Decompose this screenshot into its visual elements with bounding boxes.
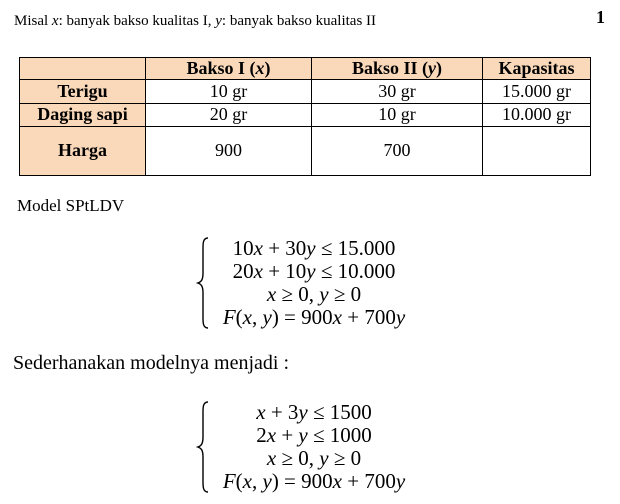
row-label-daging-sapi: Daging sapi — [20, 104, 146, 127]
equation-line-2: 20x + 10y ≤ 10.000 — [232, 259, 396, 283]
table-corner-cell — [20, 58, 146, 80]
model-sptldv-system — [196, 237, 414, 329]
left-brace-icon — [196, 237, 210, 329]
bakso-table — [19, 57, 591, 176]
cell-terigu-kapasitas: 15.000 gr — [483, 80, 591, 104]
cell-harga-kapasitas — [483, 127, 591, 176]
cell-daging-bakso2: 10 gr — [312, 104, 483, 127]
cell-terigu-bakso2: 30 gr — [312, 80, 483, 104]
cell-daging-kapasitas: 10.000 gr — [483, 104, 591, 127]
left-brace-icon — [196, 401, 210, 493]
cell-harga-bakso2: 700 — [312, 127, 483, 176]
equation-line-1: x + 3y ≤ 1500 — [256, 400, 372, 424]
intro-text: Misal x: banyak bakso kualitas I, y: banyak bakso kualitas II — [14, 13, 377, 29]
equation-line-2: 2x + y ≤ 1000 — [256, 423, 372, 447]
table-header-bakso2: Bakso II (y) — [312, 58, 483, 80]
equation-line-1: 10x + 30y ≤ 15.000 — [232, 236, 396, 260]
equation-line-3: x ≥ 0, y ≥ 0 — [266, 282, 362, 306]
table-header-bakso1: Bakso I (x) — [146, 58, 312, 80]
table-header-kapasitas: Kapasitas — [483, 58, 591, 80]
simplified-system — [196, 401, 414, 493]
table-row-terigu — [20, 80, 591, 104]
table-row-harga — [20, 127, 591, 176]
table-header-row — [20, 58, 591, 80]
equation-line-3: x ≥ 0, y ≥ 0 — [266, 446, 362, 470]
equation-line-4: F(x, y) = 900x + 700y — [222, 305, 406, 329]
simplified-equations — [214, 401, 414, 493]
cell-daging-bakso1: 20 gr — [146, 104, 312, 127]
row-label-terigu: Terigu — [20, 80, 146, 104]
model-heading: Model SPtLDV — [17, 196, 125, 215]
page-number: 1 — [596, 7, 605, 27]
model-equations — [214, 237, 414, 329]
cell-terigu-bakso1: 10 gr — [146, 80, 312, 104]
row-label-harga: Harga — [20, 127, 146, 176]
simplified-heading: Sederhanakan modelnya menjadi : — [13, 352, 290, 374]
equation-line-4: F(x, y) = 900x + 700y — [222, 469, 406, 493]
cell-harga-bakso1: 900 — [146, 127, 312, 176]
table-row-daging-sapi — [20, 104, 591, 127]
